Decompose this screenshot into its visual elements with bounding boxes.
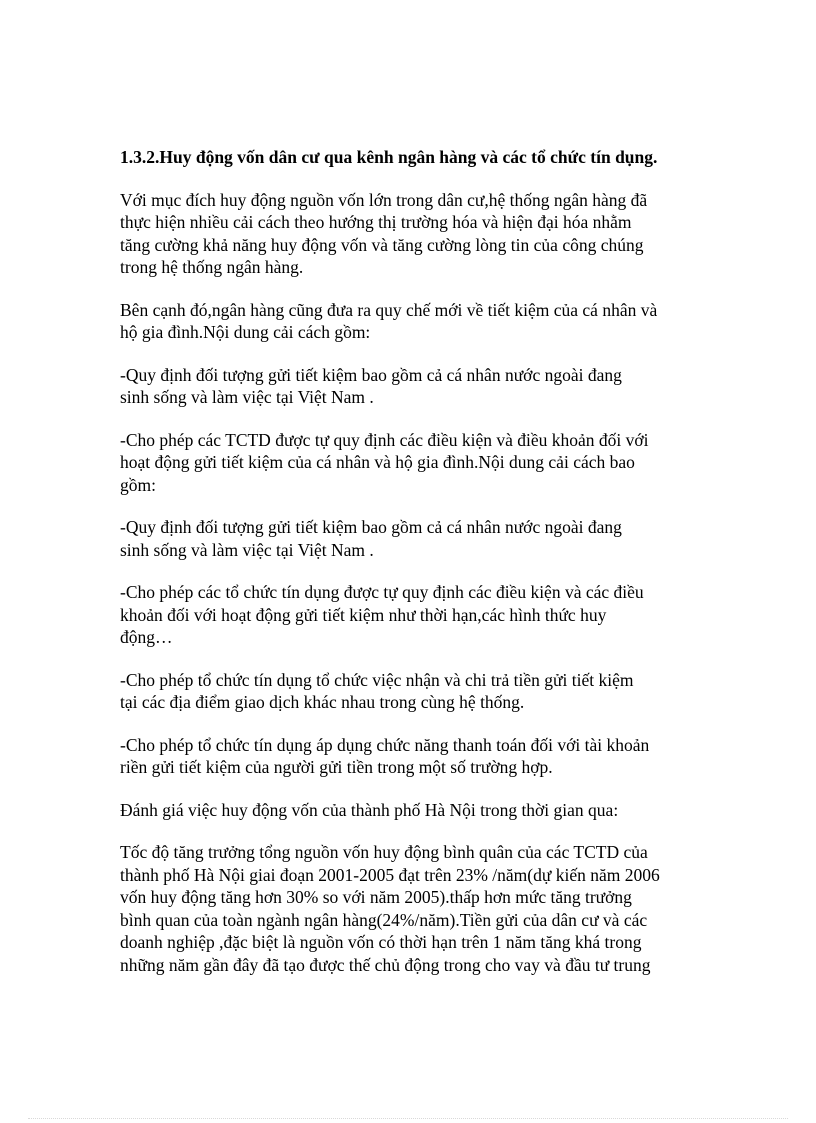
paragraph-intro: Với mục đích huy động nguồn vốn lớn trong dân cư,hệ thống ngân hàng đã thực hiện nhiều cải cách theo hướng thị trường hóa và hiện đại hóa nhằm tăng cường khả năng huy động vốn và tăng cường lòng tin của công chúng trong hệ thống ngân hàng. (120, 189, 648, 277)
paragraph-growth-rate: Tốc độ tăng trưởng tổng nguồn vốn huy động bình quân của các TCTD của thành phố Hà Nội giai đoạn 2001-2005 đạt trên 23% /năm(dự kiến năm 2006 vốn huy động tăng hơn 30% so với năm 2005).thấp hơn mức tăng trưởng bình quan của toàn ngành ngân hàng(24%/năm).Tiền gửi của dân cư và các doanh nghiệp ,đặc biệt là nguồn vốn có thời hạn trên 1 năm tăng khá trong những năm gần đây đã tạo được thế chủ động trong cho vay và đầu tư trung (120, 842, 660, 975)
paragraph-evaluation-title: Đánh giá việc huy động vốn của thành phố Hà Nội trong thời gian qua: (120, 799, 619, 820)
list-item-transaction-points: -Cho phép tổ chức tín dụng tổ chức việc nhận và chi trả tiền gửi tiết kiệm tại các địa điểm giao dịch khác nhau trong cùng hệ thống. (120, 669, 634, 712)
document-body (120, 146, 700, 996)
list-item-foreign-depositors-repeat: -Quy định đối tượng gửi tiết kiệm bao gồm cả cá nhân nước ngoài đang sinh sống và làm việc tại Việt Nam . (120, 517, 622, 560)
page-bottom-divider (28, 1118, 788, 1119)
paragraph-regulation: Bên cạnh đó,ngân hàng cũng đưa ra quy chế mới về tiết kiệm của cá nhân và hộ gia đình.Nội dung cải cách gồm: (120, 299, 658, 342)
list-item-tctd-conditions: -Cho phép các TCTD được tự quy định các điều kiện và điều khoản đối với hoạt động gửi tiết kiệm của cá nhân và hộ gia đình.Nội dung cải cách bao gồm: (120, 429, 649, 495)
list-item-foreign-depositors: -Quy định đối tượng gửi tiết kiệm bao gồm cả cá nhân nước ngoài đang sinh sống và làm việc tại Việt Nam . (120, 364, 622, 407)
section-heading: 1.3.2.Huy động vốn dân cư qua kênh ngân hàng và các tổ chức tín dụng. (120, 147, 658, 167)
list-item-payment-function: -Cho phép tổ chức tín dụng áp dụng chức năng thanh toán đối với tài khoản riền gửi tiết kiệm của người gửi tiền trong một số trường hợp. (120, 734, 650, 777)
list-item-credit-institutions-terms: -Cho phép các tổ chức tín dụng được tự quy định các điều kiện và các điều khoản đối với hoạt động gửi tiết kiệm như thời hạn,các hình thức huy động… (120, 582, 644, 647)
